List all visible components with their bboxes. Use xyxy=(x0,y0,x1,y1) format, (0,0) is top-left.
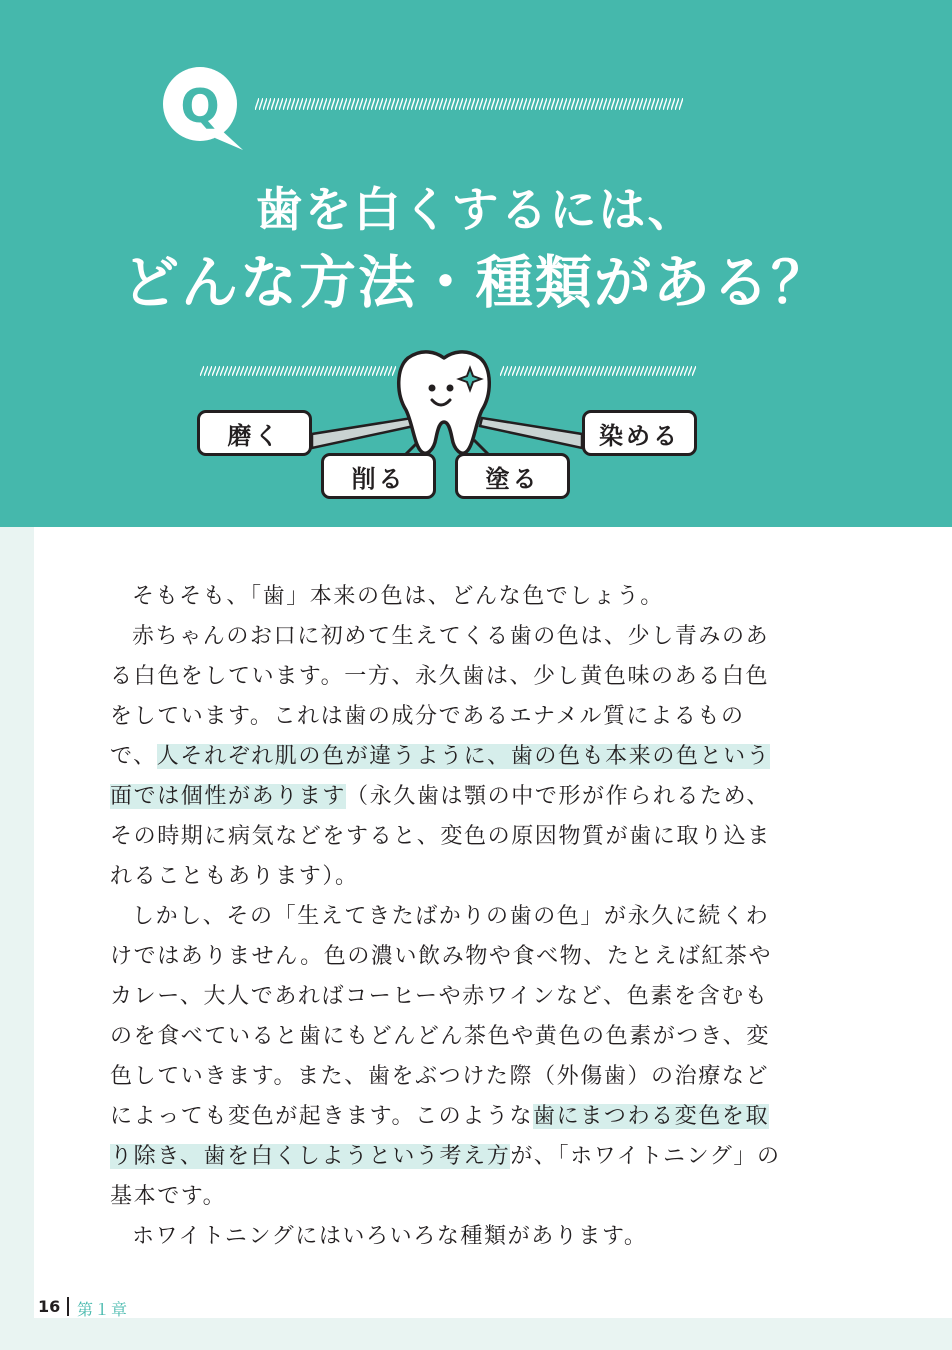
paragraph-4: ホワイトニングにはいろいろな種類があります。 xyxy=(132,1224,648,1249)
paragraph-3-text-a: しかし、その「生えてきたばかりの歯の色」が永久に続くわけではありません。色の濃い飲み物や食べ物、たとえば紅茶やカレー、大人であればコーヒーや赤ワインなど、色素を含むものを食べていると歯にもどんどん茶色や黄色の色素がつき、変色していきます。また、歯をぶつけた際（外傷歯）の治療などによっても変色が起きます。このような xyxy=(110,904,773,1129)
method-coat: 塗る xyxy=(455,453,570,499)
paragraph-2 xyxy=(110,617,790,897)
paragraph-2-text-b: （永久歯は顎の中で形が作られるため、その時期に病気などをすると、変色の原因物質が歯に取り込まれることもあります）。 xyxy=(110,784,771,889)
body-text xyxy=(110,577,790,1257)
tooth-mascot-icon xyxy=(392,346,496,458)
title-line-2: どんな方法・種類がある？ xyxy=(122,250,830,316)
method-dye: 染める xyxy=(582,410,697,456)
page-number: 16 xyxy=(38,1297,61,1316)
paragraph-3 xyxy=(110,897,790,1217)
footer-divider xyxy=(67,1297,69,1316)
chapter-label: 第１章 xyxy=(77,1300,129,1319)
highlight-whitening-concept: 歯にまつわる変色を取り除き、歯を白くしようという考え方 xyxy=(110,1104,770,1169)
highlight-individuality: 人それぞれ肌の色が違うように、歯の色も本来の色という面では個性があります xyxy=(110,744,771,809)
method-brush: 磨く xyxy=(197,410,312,456)
q-mark: Q xyxy=(180,79,220,133)
method-grind: 削る xyxy=(321,453,436,499)
paragraph-2-text-a: 赤ちゃんのお口に初めて生えてくる歯の色は、少し青みのある白色をしています。一方、永久歯は、少し黄色味のある白色をしています。これは歯の成分であるエナメル質によるもので、 xyxy=(110,624,770,769)
paragraph-3-text-b: が、「ホワイトニング」の基本です。 xyxy=(110,1144,781,1209)
paragraph-1: そもそも、「歯」本来の色は、どんな色でしょう。 xyxy=(132,584,664,609)
title-line-1: 歯を白くするには、 xyxy=(255,183,697,238)
